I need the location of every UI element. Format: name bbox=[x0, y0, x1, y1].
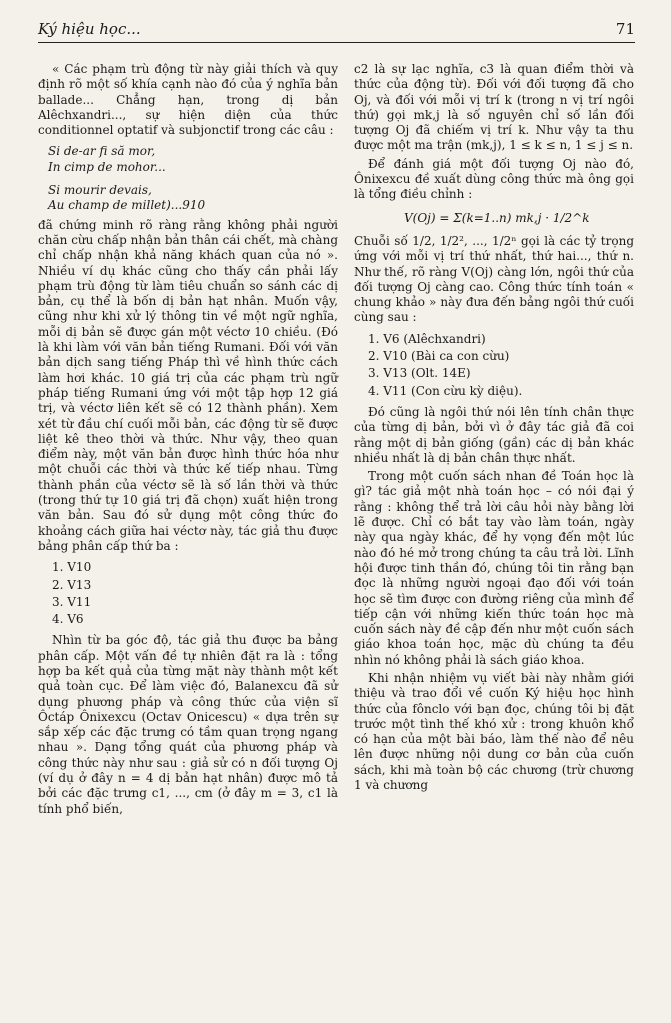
paragraph: « Các phạm trù động từ này giải thích và quy định rõ một số khía cạnh nào đó của ý nghĩa bản ballade... Chẳng hạn, trong dị bản Alêchxandri..., sự hiện diện của thức conditionnel optatif và subjonctif trong các câu : bbox=[38, 62, 338, 138]
left-column bbox=[38, 62, 338, 820]
verse-line: Au champ de millet)...910 bbox=[48, 198, 206, 213]
final-ranking-list bbox=[368, 332, 634, 399]
list-item: 1. V6 (Alêchxandri) bbox=[368, 331, 486, 346]
list-item: 2. V13 bbox=[52, 577, 92, 592]
verse-line: Si de-ar fi să mor, bbox=[48, 144, 156, 159]
verse-line: Si mourir devais, bbox=[48, 183, 152, 198]
paragraph: Để đánh giá một đối tượng Oj nào đó, Ônixexcu đề xuất dùng công thức mà ông gọi là tổng điều chỉnh : bbox=[354, 156, 634, 202]
verse-quote bbox=[48, 144, 338, 213]
list-item: 4. V11 (Con cừu kỳ diệu). bbox=[368, 383, 523, 398]
list-item: 3. V13 (Olt. 14E) bbox=[368, 366, 471, 381]
right-column bbox=[354, 62, 634, 796]
paragraph: Nhìn từ ba góc độ, tác giả thu được ba bảng phân cấp. Một vấn đề tự nhiên đặt ra là : tổng hợp ba kết quả của từng mặt này thành một kết quả toàn cục. Để làm việc đó, Balanexcu đã sử dụng phương pháp và công thức của viện sĩ Ôctáp Ônixexcu (Octav Onicescu) « dựa trên sự sắp xếp các đặc trưng có tầm quan trọng ngang nhau ». Dạng tổng quát của phương pháp và công thức này như sau : giả sử có n đối tượng Oj (ví dụ ở đây n = 4 dị bản hạt nhân) được mô tả bởi các đặc trưng c1, ..., cm (ở đây m = 3, c1 là tính phổ biến, bbox=[38, 633, 338, 816]
list-item: 2. V10 (Bài ca con cừu) bbox=[368, 349, 510, 364]
formula: V(Oj) = Σ(k=1..n) mk,j · 1/2^k bbox=[404, 210, 590, 225]
paragraph: Chuỗi số 1/2, 1/2², ..., 1/2ⁿ gọi là các tỷ trọng ứng với mỗi vị trí thứ nhất, thứ hai..., thứ n. Như thế, rõ ràng V(Oj) càng lớn, ngôi thứ của đối tượng Oj càng cao. Công thức tính toán « chung khảo » này đưa đến bảng ngôi thứ cuối cùng sau : bbox=[354, 233, 634, 325]
paragraph: Đó cũng là ngôi thứ nói lên tính chân thực của từng dị bản, bởi vì ở đây tác giả đã coi rằng một dị bản giống (gần) các dị bản khác nhiều nhất là dị bản chân thực nhất. bbox=[354, 404, 634, 465]
running-title: Ký hiệu học... bbox=[38, 20, 141, 38]
paragraph: Khi nhận nhiệm vụ viết bài này nhằm giới thiệu và trao đổi về cuốn Ký hiệu học hình thức của fônclo với bạn đọc, chúng tôi bị đặt trước một tình thế khó xử : trong khuôn khổ có hạn của một bài báo, làm thế nào để nêu lên được những nội dung cơ bản của cuốn sách, khi mà toàn bộ các chương (trừ chương 1 và chương bbox=[354, 670, 634, 793]
paragraph: c2 là sự lạc nghĩa, c3 là quan điểm thời và thức của động từ). Đối với đối tượng đã cho Oj, và đối với mỗi vị trí k (trong n vị trí ngôi thứ) gọi mk,j là số nguyên chỉ số lần đối tượng Oj đã chiếm vị trí k. Như vậy ta thu được một ma trận (mk,j), 1 ≤ k ≤ n, 1 ≤ j ≤ n. bbox=[354, 62, 634, 153]
page-header bbox=[38, 18, 635, 43]
ranking-list bbox=[52, 560, 338, 627]
list-item: 3. V11 bbox=[52, 594, 92, 609]
list-item: 1. V10 bbox=[52, 560, 92, 575]
list-item: 4. V6 bbox=[52, 612, 84, 627]
paragraph: đã chứng minh rõ ràng rằng không phải người chăn cừu chấp nhận bản thân cái chết, mà chàng chỉ chấp nhận khả năng khách quan của nó ». Nhiều ví dụ khác cũng cho thấy cần phải lấy phạm trù động từ làm tiêu chuẩn so sánh các dị bản, cụ thể là bốn dị bản hạt nhân. Muốn vậy, cũng như khi xử lý thông tin về một ngữ nghĩa, mỗi dị bản sẽ được gán một véctơ 10 chiều. (Đó là khi làm với văn bản tiếng Rumani. Đối với văn bản dịch sang tiếng Pháp thì về hình thức cách làm hơi khác. 10 giá trị của các phạm trù ngữ pháp tiếng Rumani ứng với một tập hợp 12 giá trị, và véctơ liên kết sẽ có 12 thành phần). Xem xét từ đầu chí cuối mỗi bản, các động từ sẽ được liệt kê theo thời và thức. Như vậy, theo quan điểm này, một văn bản được hình thức hóa như một chuỗi các thời và thức kế tiếp nhau. Từng thành phần của véctơ sẽ là số lần thời và thức (trong thứ tự 10 giá trị đã chọn) xuất hiện trong văn bản. Sau đó sử dụng một công thức đo khoảng cách giữa hai véctơ này, tác giả thu được bảng phân cấp thứ ba : bbox=[38, 217, 338, 553]
verse-line: In cimp de mohor... bbox=[48, 159, 166, 174]
page-number: 71 bbox=[615, 20, 635, 38]
paragraph: Trong một cuốn sách nhan đề Toán học là gì? tác giả một nhà toán học – có nói đại ý rằng : không thể trả lời câu hỏi này bằng lời lẽ được. Chỉ có bắt tay vào làm toán, ngày này qua ngày khác, để hy vọng đến một lúc nào đó hé mở trong chúng ta câu trả lời. Lĩnh hội được tinh thần đó, chúng tôi tin rằng bạn đọc là những người ngoại đạo đối với toán học sẽ tìm được con đường riêng của mình để tiếp cận với những kiến thức toán học mà cuốn sách này đề cập đến như một cuốn sách giáo khoa toán học, mặc dù chúng ta đều nhìn nó không phải là sách giáo khoa. bbox=[354, 469, 634, 667]
